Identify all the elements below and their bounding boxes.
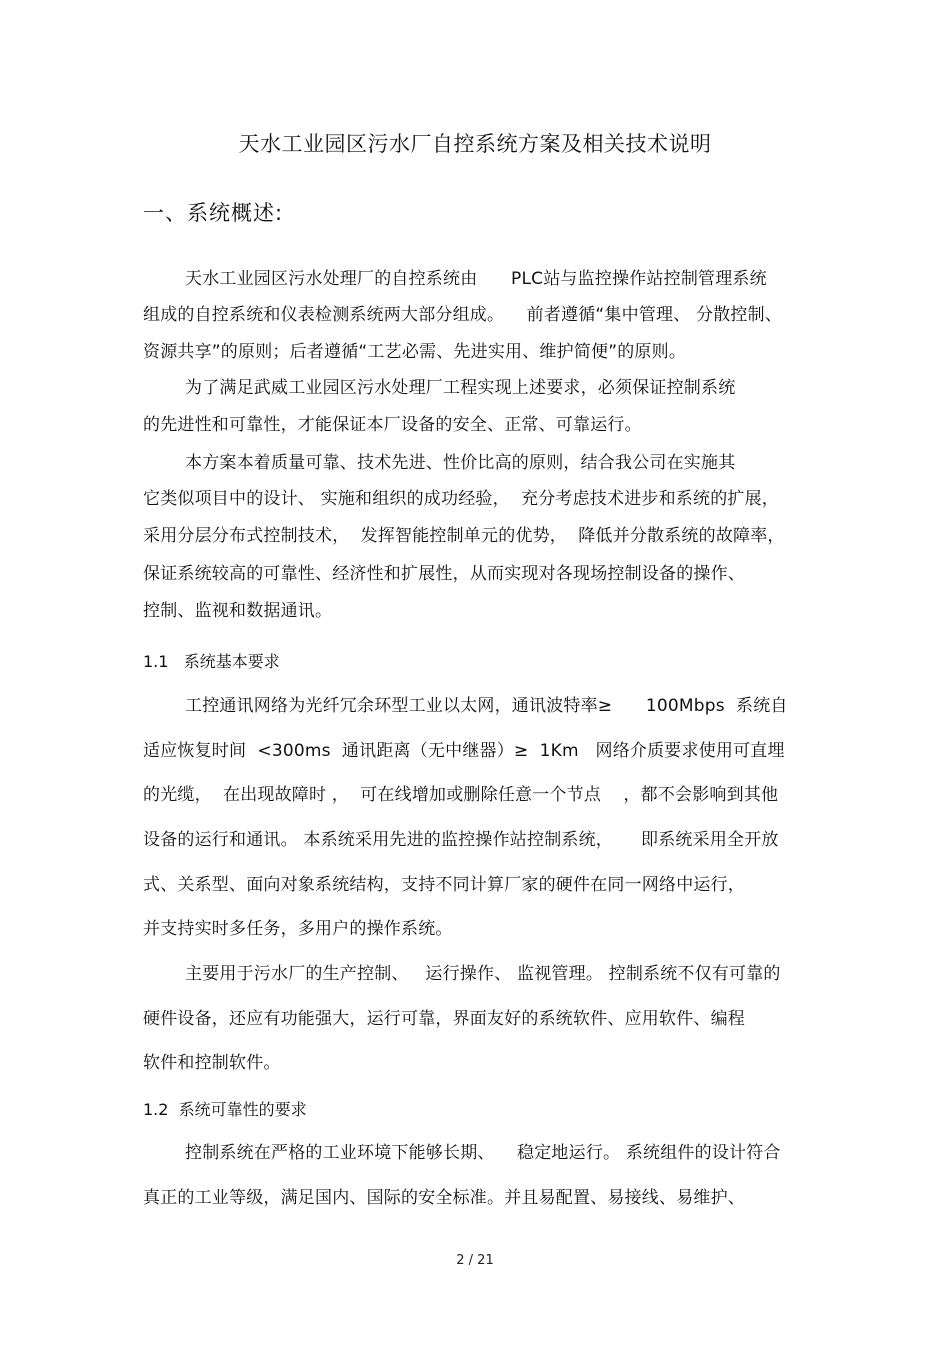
overview-line: 天水工业园区污水处理厂的自控系统由 PLC站与监控操作站控制管理系统 xyxy=(185,269,767,289)
overview-line: 控制、监视和数据通讯。 xyxy=(143,601,333,621)
s11-line: 并支持实时多任务，多用户的操作系统。 xyxy=(143,919,453,939)
section-heading-overview: 一、系统概述: xyxy=(143,201,284,225)
overview-line: 组成的自控系统和仪表检测系统两大部分组成。 前者遵循“集中管理、 分散控制、 xyxy=(143,305,783,325)
overview-line: 它类似项目中的设计、 实施和组织的成功经验， 充分考虑技术进步和系统的扩展， xyxy=(143,489,780,509)
s11-line: 式、关系型、面向对象系统结构，支持不同计算厂家的硬件在同一网络中运行， xyxy=(143,875,745,895)
s11-line: 主要用于污水厂的生产控制、 运行操作、 监视管理。 控制系统不仅有可靠的 xyxy=(185,964,781,984)
overview-line: 本方案本着质量可靠、技术先进、性价比高的原则，结合我公司在实施其 xyxy=(185,453,736,473)
s12-line: 控制系统在严格的工业环境下能够长期、 稳定地运行。 系统组件的设计符合 xyxy=(185,1143,781,1163)
overview-line: 资源共享”的原则；后者遵循“工艺必需、先进实用、维护简便”的原则。 xyxy=(143,342,687,362)
s11-line: 适应恢复时间 <300ms 通讯距离（无中继器）≥ 1Km 网络介质要求使用可直埋 xyxy=(143,741,785,761)
s11-line: 设备的运行和通讯。 本系统采用先进的监控操作站控制系统， 即系统采用全开放 xyxy=(143,830,779,850)
subsection-heading-1-1: 1.1 系统基本要求 xyxy=(143,652,280,671)
s11-line: 软件和控制软件。 xyxy=(143,1053,281,1073)
overview-line: 的先进性和可靠性，才能保证本厂设备的安全、正常、可靠运行。 xyxy=(143,415,642,435)
page-number: 2 / 21 xyxy=(456,1253,494,1268)
subsection-heading-1-2: 1.2 系统可靠性的要求 xyxy=(143,1100,307,1119)
s11-line: 工控通讯网络为光纤冗余环型工业以太网，通讯波特率≥ 100Mbps 系统自 xyxy=(185,696,788,716)
document-title: 天水工业园区污水厂自控系统方案及相关技术说明 xyxy=(238,132,712,156)
s11-line: 的光缆， 在出现故障时 ， 可在线增加或删除任意一个节点 ，都不会影响到其他 xyxy=(143,785,779,805)
overview-line: 采用分层分布式控制技术， 发挥智能控制单元的优势， 降低并分散系统的故障率， xyxy=(143,526,785,546)
s12-line: 真正的工业等级，满足国内、国际的安全标准。并且易配置、易接线、易维护、 xyxy=(143,1188,745,1208)
overview-line: 保证系统较高的可靠性、经济性和扩展性，从而实现对各现场控制设备的操作、 xyxy=(143,564,745,584)
s11-line: 硬件设备，还应有功能强大，运行可靠，界面友好的系统软件、应用软件、编程 xyxy=(143,1009,745,1029)
overview-line: 为了满足武威工业园区污水处理厂工程实现上述要求，必须保证控制系统 xyxy=(185,378,736,398)
